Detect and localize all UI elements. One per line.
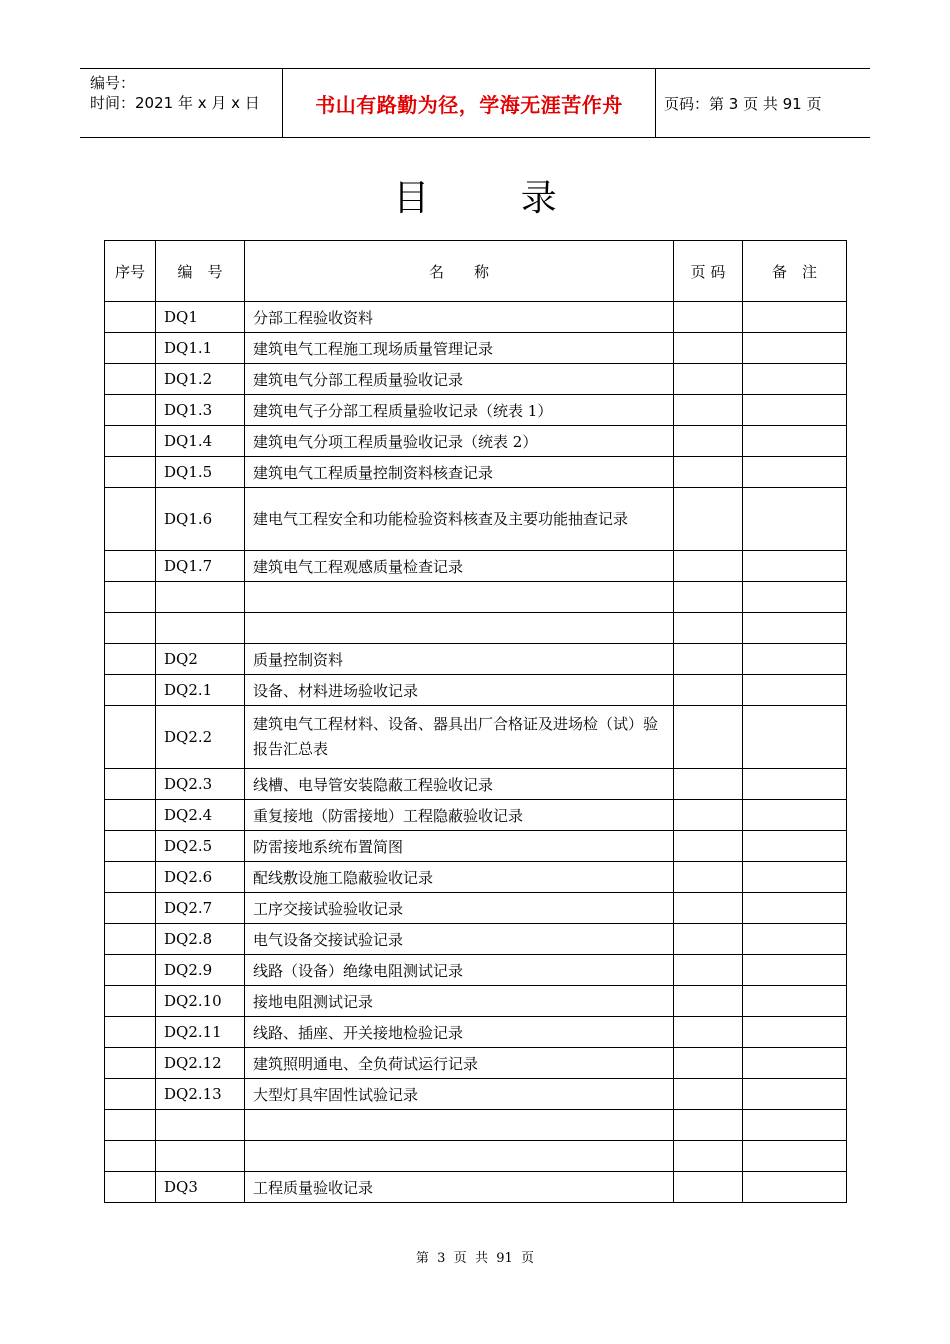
page-cell [674, 862, 743, 893]
table-row [105, 1141, 847, 1172]
name-cell: 配线敷设施工隐蔽验收记录 [245, 862, 674, 893]
page-cell [674, 457, 743, 488]
code-cell: DQ1.7 [156, 551, 245, 582]
toc-header-row [105, 241, 847, 302]
name-cell: 工序交接试验验收记录 [245, 893, 674, 924]
note-cell [743, 551, 847, 582]
page-cell [674, 800, 743, 831]
col-header-code: 编 号 [156, 241, 245, 302]
seq-cell [105, 831, 156, 862]
seq-cell [105, 706, 156, 769]
note-cell [743, 1017, 847, 1048]
seq-cell [105, 955, 156, 986]
seq-cell [105, 644, 156, 675]
seq-cell [105, 395, 156, 426]
note-cell [743, 333, 847, 364]
note-cell [743, 644, 847, 675]
page-cell [674, 924, 743, 955]
code-cell: DQ1.5 [156, 457, 245, 488]
document-time-label: 时间：2021 年 x 月 x 日 [90, 94, 260, 112]
code-cell: DQ1 [156, 302, 245, 333]
code-cell: DQ2.11 [156, 1017, 245, 1048]
seq-cell [105, 1017, 156, 1048]
seq-cell [105, 364, 156, 395]
name-cell [245, 613, 674, 644]
code-cell: DQ2.4 [156, 800, 245, 831]
name-cell: 建筑照明通电、全负荷试运行记录 [245, 1048, 674, 1079]
col-header-note: 备 注 [743, 241, 847, 302]
table-row [105, 1079, 847, 1110]
table-row [105, 395, 847, 426]
seq-cell [105, 862, 156, 893]
seq-cell [105, 769, 156, 800]
table-row [105, 769, 847, 800]
table-row [105, 1110, 847, 1141]
table-row [105, 333, 847, 364]
page-cell [674, 302, 743, 333]
name-cell [245, 1110, 674, 1141]
note-cell [743, 800, 847, 831]
table-row [105, 457, 847, 488]
name-cell: 建筑电气工程观感质量检查记录 [245, 551, 674, 582]
toc-table [104, 240, 847, 1203]
code-cell: DQ2.9 [156, 955, 245, 986]
note-cell [743, 769, 847, 800]
name-cell: 设备、材料进场验收记录 [245, 675, 674, 706]
code-cell: DQ2.8 [156, 924, 245, 955]
col-header-seq: 序号 [105, 241, 156, 302]
table-row [105, 426, 847, 457]
name-cell: 线路（设备）绝缘电阻测试记录 [245, 955, 674, 986]
code-cell: DQ1.6 [156, 488, 245, 551]
name-cell: 线槽、电导管安装隐蔽工程验收记录 [245, 769, 674, 800]
page-cell [674, 986, 743, 1017]
code-cell: DQ2.13 [156, 1079, 245, 1110]
name-cell: 质量控制资料 [245, 644, 674, 675]
name-cell: 重复接地（防雷接地）工程隐蔽验收记录 [245, 800, 674, 831]
note-cell [743, 457, 847, 488]
page-cell [674, 831, 743, 862]
page-cell [674, 333, 743, 364]
page-cell [674, 582, 743, 613]
header-motto: 书山有路勤为径，学海无涯苦作舟 [315, 92, 623, 117]
code-cell: DQ1.2 [156, 364, 245, 395]
code-cell: DQ2 [156, 644, 245, 675]
table-row [105, 800, 847, 831]
note-cell [743, 302, 847, 333]
seq-cell [105, 333, 156, 364]
page-cell [674, 395, 743, 426]
code-cell: DQ3 [156, 1172, 245, 1203]
code-cell [156, 1141, 245, 1172]
note-cell [743, 893, 847, 924]
name-cell: 建筑电气工程施工现场质量管理记录 [245, 333, 674, 364]
page-title: 目 录 [393, 178, 557, 219]
name-cell [245, 1141, 674, 1172]
page-cell [674, 769, 743, 800]
seq-cell [105, 924, 156, 955]
code-cell: DQ1.3 [156, 395, 245, 426]
note-cell [743, 955, 847, 986]
seq-cell [105, 551, 156, 582]
note-cell [743, 395, 847, 426]
name-cell: 分部工程验收资料 [245, 302, 674, 333]
code-cell: DQ2.10 [156, 986, 245, 1017]
note-cell [743, 831, 847, 862]
code-cell: DQ1.1 [156, 333, 245, 364]
table-row [105, 302, 847, 333]
seq-cell [105, 675, 156, 706]
note-cell [743, 1110, 847, 1141]
name-cell: 建筑电气工程材料、设备、器具出厂合格证及进场检（试）验报告汇总表 [245, 706, 674, 769]
page-cell [674, 1172, 743, 1203]
code-cell: DQ2.5 [156, 831, 245, 862]
name-cell: 建电气工程安全和功能检验资料核查及主要功能抽查记录 [245, 488, 674, 551]
seq-cell [105, 893, 156, 924]
note-cell [743, 1141, 847, 1172]
page-cell [674, 1048, 743, 1079]
note-cell [743, 706, 847, 769]
note-cell [743, 986, 847, 1017]
code-cell: DQ2.3 [156, 769, 245, 800]
table-row [105, 706, 847, 769]
table-row [105, 955, 847, 986]
seq-cell [105, 800, 156, 831]
table-row [105, 582, 847, 613]
seq-cell [105, 426, 156, 457]
code-cell: DQ2.2 [156, 706, 245, 769]
page-header [80, 68, 870, 138]
note-cell [743, 613, 847, 644]
note-cell [743, 675, 847, 706]
name-cell: 建筑电气工程质量控制资料核查记录 [245, 457, 674, 488]
code-cell: DQ1.4 [156, 426, 245, 457]
note-cell [743, 364, 847, 395]
name-cell [245, 582, 674, 613]
seq-cell [105, 1110, 156, 1141]
name-cell: 建筑电气分项工程质量验收记录（统表 2） [245, 426, 674, 457]
page-cell [674, 551, 743, 582]
seq-cell [105, 1079, 156, 1110]
name-cell: 电气设备交接试验记录 [245, 924, 674, 955]
table-row [105, 862, 847, 893]
page-cell [674, 488, 743, 551]
table-row [105, 924, 847, 955]
header-meta [90, 73, 260, 113]
name-cell: 大型灯具牢固性试验记录 [245, 1079, 674, 1110]
page-cell [674, 955, 743, 986]
name-cell: 防雷接地系统布置简图 [245, 831, 674, 862]
col-header-name: 名 称 [245, 241, 674, 302]
note-cell [743, 1048, 847, 1079]
document-number-label: 编号： [90, 74, 136, 92]
page-cell [674, 706, 743, 769]
seq-cell [105, 1048, 156, 1079]
name-cell: 工程质量验收记录 [245, 1172, 674, 1203]
seq-cell [105, 986, 156, 1017]
table-row [105, 488, 847, 551]
seq-cell [105, 613, 156, 644]
page-cell [674, 893, 743, 924]
note-cell [743, 1079, 847, 1110]
code-cell [156, 613, 245, 644]
code-cell [156, 1110, 245, 1141]
note-cell [743, 582, 847, 613]
name-cell: 线路、插座、开关接地检验记录 [245, 1017, 674, 1048]
name-cell: 接地电阻测试记录 [245, 986, 674, 1017]
seq-cell [105, 457, 156, 488]
note-cell [743, 924, 847, 955]
header-motto-cell [282, 69, 656, 137]
page-cell [674, 364, 743, 395]
table-row [105, 644, 847, 675]
page-cell [674, 426, 743, 457]
table-row [105, 893, 847, 924]
seq-cell [105, 302, 156, 333]
seq-cell [105, 488, 156, 551]
page-cell [674, 1017, 743, 1048]
seq-cell [105, 1141, 156, 1172]
code-cell: DQ2.7 [156, 893, 245, 924]
page-cell [674, 1079, 743, 1110]
table-row [105, 613, 847, 644]
note-cell [743, 488, 847, 551]
code-cell [156, 582, 245, 613]
header-page-info [664, 69, 821, 137]
code-cell: DQ2.12 [156, 1048, 245, 1079]
page-cell [674, 1110, 743, 1141]
code-cell: DQ2.6 [156, 862, 245, 893]
note-cell [743, 862, 847, 893]
page-cell [674, 644, 743, 675]
note-cell [743, 1172, 847, 1203]
name-cell: 建筑电气分部工程质量验收记录 [245, 364, 674, 395]
page-cell [674, 675, 743, 706]
table-row [105, 1172, 847, 1203]
table-row [105, 831, 847, 862]
page-cell [674, 613, 743, 644]
header-page-label: 页码：第 3 页 共 91 页 [664, 94, 822, 113]
code-cell: DQ2.1 [156, 675, 245, 706]
seq-cell [105, 582, 156, 613]
table-row [105, 986, 847, 1017]
page-footer: 第 3 页 共 91 页 [415, 1251, 535, 1266]
toc-body [105, 302, 847, 1203]
table-row [105, 1048, 847, 1079]
table-row [105, 675, 847, 706]
page-cell [674, 1141, 743, 1172]
table-row [105, 551, 847, 582]
note-cell [743, 426, 847, 457]
col-header-page: 页 码 [674, 241, 743, 302]
name-cell: 建筑电气子分部工程质量验收记录（统表 1） [245, 395, 674, 426]
seq-cell [105, 1172, 156, 1203]
table-row [105, 1017, 847, 1048]
table-row [105, 364, 847, 395]
